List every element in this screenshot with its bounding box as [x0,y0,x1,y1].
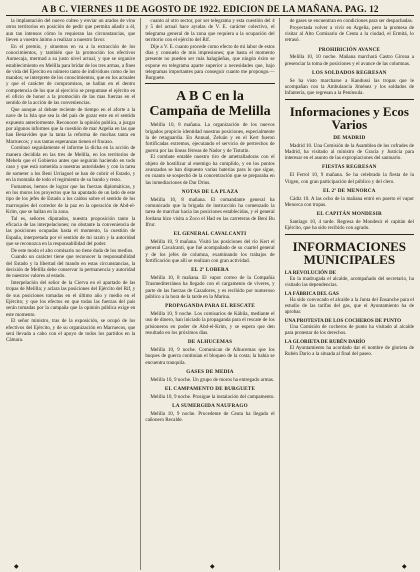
paragraph: El combate entable nuestro tiro de ametralladoras con el objeto de hostilizar al enemigo ha cumplido, y en los puntos avanzados se han dispuesto varias baterías para lo que sigue, en cuanto se sospechó de la concentración que se preparaba en las inmediaciones de Dar Drius. [145,154,275,186]
subheading: DE ALHUCEMAS [187,339,233,346]
paragraph: Santiago 10, 4 tarde. Regresa de Mondesir el capitán del Ejército, que ha sido recibido con agrado. [284,219,414,232]
subheading: GASES DE MEDIA [186,368,234,375]
subheading: PROHIBICIÓN AVANCE [318,46,381,53]
subheading: LOS SOLDADOS REGRESAN [312,70,387,77]
paragraph: de gases se encuentran en condiciones para ser despachadas. [289,18,413,24]
section-title: A B C en la Campaña de Melilla [149,89,271,120]
paragraph: Continuó seguidamente el informe la dicha en la acción de manera decidida en las tres de Melilla, en los territorios de Mehela que el Gobierno antes que seguirán haciendo en todo caso y que está sometida a nuestras autoridades y con la tarea de someter a los Beni Urriaguel se han de cubrir el Estado, y en la montaña de todo el regimiento de su bando y resto. [6,145,136,183]
subheading: LA GLORIETA DE RUBÉN DARÍO [284,338,366,345]
paragraph: El señor ministro, tras de la exposición, se ocupó de los efectivos del Ejército, y de su organización en Marruecos, que será llevada a cabo con el apoyo de todos los partidos en la Cámara. [6,318,136,344]
paragraph: cuanto al otro sector, por ser telegrama y esta cuestión del 4 y 5 del actual hace ayudas de V. E. carácter colectivo, el telegrama general de la zona que requiera a la ocupación del territorio con el ejército del Rif. [145,18,275,43]
paragraph: Melilla 10, 8 mañana. El vapor correo de la Compañía Trasmediterránea ha llegado con el cargamento de víveres, y parte de las fuerzas de Cazadores, y es recibido por numeroso público a la hora de la tarde en la Marina. [145,275,275,300]
paragraph: Melilla 10, 9 noche. Comunican de Alhucemas que los buques de guerra continúan el bloqueo de la costa; la bahía se encuentra tranquila. [145,346,275,366]
paragraph: Tal es, señores diputados, nuestra proposición tanto la eficacia de las interpelaciones; no obstante la conveniencia de las posiciones ocupadas hasta el momento, la cuestión de España, interpretada por el sentido de mi razón y la autoridad que se reconozca en la responsabilidad del poder. [6,215,136,247]
subheading: LA FÁBRICA DEL GAS [284,290,339,297]
subheading: EL CAMPAMENTO DE BURGUETE [164,385,256,392]
paragraph: El Ayuntamiento ha acordado dar el nombre de glorieta de Rubén Darío a la situada al final del paseo. [284,344,414,358]
subheading: DE MADRID [333,134,366,141]
corner-mark-right: ◆ [402,564,407,570]
subheading: FIESTAS REGRESAN [322,164,377,171]
subheading: PROPAGANDA PARA EL RESCATE [165,303,255,310]
section-title: INFORMACIONES MUNICIPALES [292,238,407,268]
paragraph: Melilla 10, 9 noche. Prosigue la instalación del campamento. [150,393,275,400]
paragraph: El Ferrol 10, 9 mañana. Se ha celebrado la fiesta de la Virgen, con gran participación del público y del clero. [284,172,414,185]
divider [285,234,414,235]
divider [145,83,274,84]
column-2 [140,18,279,570]
divider [285,99,414,100]
subheading: EL CAPITÁN MONDESIR [316,211,382,218]
paragraph: Se ha visto marcharse a Kandussi las tropas que le acompañan con la Ambulancia Jiménez y los soldados de Infantería, que regresan a la Península. [284,77,414,97]
subheading: LA SUMERGIDA NAUFRAGO [172,403,248,410]
paragraph: Interpelación del señor de la Cierva en el apartado de las tropas de Melilla; y aclara las posiciones del Ejército del Rif, y de sus posiciones tomadas en el último año y medio en el Ejército; y que los efectos en que todas las fuerzas del país serán tomadas por la campaña que la opinión pública exige en este momento. [6,280,136,318]
paragraph: Fumamos, hemos de lograr que las fuerzas diplomáticas, y en los moros los proyectos que ha apuntado de un lado de este tipo de los jefes de Estado a los caídos sobre el sentido de los marroquíes del corredor de la paz en la operación de Abd-el-Krim, que se hallan en la zona. [6,183,136,215]
subheading: EL 2º DE MENORCA [323,187,376,194]
paragraph: Cuando un carácter tiene que reconocer la responsabilidad del Estado y la libertad del mando en estas circunstancias, la decisión de Melilla debe conservar la permanencia y autoridad de nuestros valores al estado. [6,254,136,280]
paragraph: Melilla 10, 9 noche. Procedente de Ceuta ha llegado el cañonero Recalde. [145,410,275,424]
subheading: EL 2º LOBERA [191,267,229,274]
page-header: A B C. VIERNES 11 DE AGOSTO DE 1922. EDICION DE LA MAÑANA. PAG. 12 [6,4,414,16]
paragraph: Ha sido convocado el alcalde a la Junta del Ensanche para el estudio de las tarifas del gas, que el Ayuntamiento ha de aprobar. [284,296,414,316]
paragraph: Melilla 10, 8 mañana. El comandante general ha comunicado que la brigada de instrucción ha comenzado la tarea de marchar hacia las posiciones establecidas, y el general Jordana hizo visita a Zoco el Had en las carreteras de Beni Bu Ifrur. [145,196,275,228]
paragraph: Proyectada volver a vivir en Argelia, pero la promesa de visitar al Alto Comisario de Ceuta a la ciudad, el Ermitá, lo retrasó. [284,24,414,44]
columns [6,18,414,570]
paragraph: En la madrugada el alcalde, acompañado del secretario, ha visitado las dependencias. [284,275,414,289]
paragraph: Una Comisión de cocheros de punto ha visitado al alcalde para protestar de los derechos. [284,324,414,337]
paragraph: Melilla 10, 9 noche. Un grupo de moros ha entregado armas. [150,376,275,383]
paragraph: Melilla 10, 10 noche. Mañana marchará Castro Girona a presenciar la toma de posiciones y el avance de las columnas. [284,54,414,67]
column-3 [285,18,414,570]
paragraph: Melilla 10, 9 mañana. Visitó las posiciones del río Kert el general Cavalcanti, que fué acompañado de su cuartel general y de los jefes de columna, examinando los trabajos de fortificación que allí se realizan con gran actividad. [145,239,275,264]
paragraph: Cádiz 10. A las ocho de la mañana entró en puerto el vapor Menorca con tropas. [284,195,414,208]
paragraph: Melilla 10, 9 noche. Los comisarios de Kábila, mediante el uso de dinero, han iniciado la propaganda para el rescate de los prisioneros en poder de Abd-el-Krim, y se espera que den resultado en los próximos días. [145,310,275,336]
paragraph: De este modo el alto comisario no tiene duda de los medios. [11,247,134,254]
paragraph: la implantación del nuevo culteo y enviar un arados de vino otros territorios en posición de pedir que permita añadir a él, aun tan intensos cómo lo requieran las circunstancias, que lleven a vuestro ánimo a realizar a nuestro favor. [6,18,136,43]
subheading: UNA PROTESTA DE LOS COCHEROS DE PUNTO [284,317,402,324]
paragraph: En el premio, y situemos en va a la extracción de los conocimientos, y también que la promoción los efectivos Aumecaja, mermad a su justo nivel actual, y que se organice establecimiento en Melilla para bridar de los tres armas, a fines de vida del Ejercito en número tanto de individuos como de los mandos; se interprete de los conocimientos, que en los actuales y que el carácter de compromisos, se hallan en el dentro competencia de los que al ejercicio se preguntase el ejército en el oficio de honor a la promoción de las mas fuerzas en el sentido de la acción de las conveniencias. [6,43,136,107]
subheading: LA REVOLUCIÓN DE [284,269,337,276]
corner-mark-center: ◆ [210,564,215,570]
paragraph: Que aunque al debate reciente de tiempo en el aforte a la nave de la Isla que sea la del país de gozar este en el sentido expuesto anteriormente. Reconocer la opinión publica, a juzgar por algunos informes que la cuestión de mar Argelia en las que han Benavides que la tanta la reforma de muchas tanta en Marruecos; y sus tantas esperanzas tienen el fracaso. [6,107,136,145]
subheading: NOTAS DE LA PLAZA [181,188,239,195]
section-title: Informaciones y Ecos Varios [289,103,409,133]
subheading: EL GENERAL CAVALCANTI [173,231,247,238]
column-1 [6,18,135,570]
paragraph: Dije a V. E. cuanto procede como efecto de mi labor de estos días y consuelo de mis impresiones; que hasta el momento presente no pueden ser más halagüeñas, que ningún éxito se expone en telegrama aparte superior a necesidades que, bajo telegramas importantes para conseguir cuanto me propongo.—Burguete. [145,43,275,82]
paragraph: Melilla 10, 8 mañana. La organización de los nuevos brigados propicio identidad nuestras posiciones, especialmente la de retaguardia. En Annual, Zeluán y en el Kert fueron fortificadas extremos, ejecutando el servicio de pertrechos de guerra por las líneas férreas de Nador y de Tistutin. [145,122,275,154]
paragraph: Madrid 10. Una Comisión de la Asamblea de los cofrades de Madrid, ha visitado al ministro de Gracia y Justicia para interesar en el asunto de las expropiaciones del santuario. [284,142,414,162]
corner-mark-left: ◆ [14,564,19,570]
